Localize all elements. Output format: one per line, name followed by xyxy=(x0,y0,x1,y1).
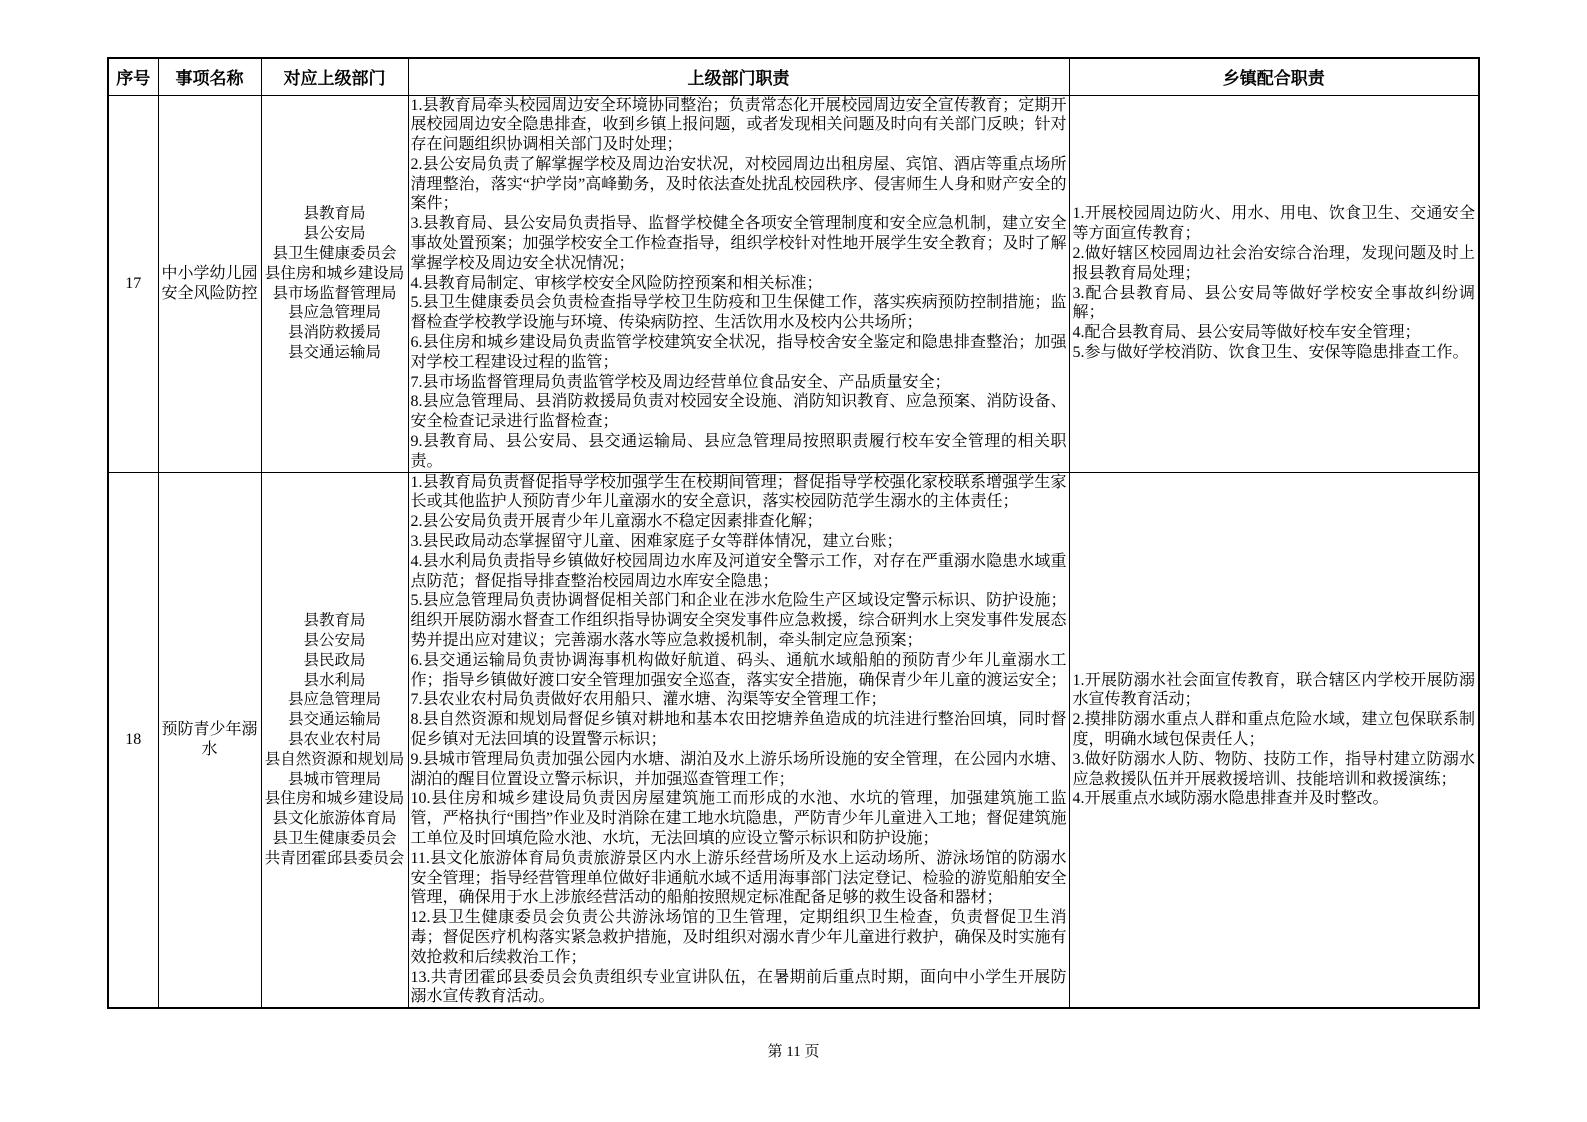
table-row xyxy=(108,472,1479,1008)
department-item: 县卫生健康委员会 xyxy=(272,244,397,262)
department-item: 县住房和城乡建设局 xyxy=(264,790,405,808)
superior-duty-item: 9.县城市管理局负责加强公园内水塘、湖泊及水上游乐场所设施的安全管理，在公园内水塘、湖泊的醒目位置设立警示标识，并加强巡查管理工作； xyxy=(410,750,1067,788)
department-item: 县应急管理局 xyxy=(287,304,381,322)
township-duty-item: 2.摸排防溺水重点人群和重点危险水域，建立包保联系制度，明确水域包保责任人； xyxy=(1072,711,1475,748)
column-header-township-duties: 乡镇配合职责 xyxy=(1069,58,1479,95)
superior-duty-item: 10.县住房和城乡建设局负责因房屋建筑施工而形成的水池、水坑的管理，加强建筑施工监管，严格执行“围挡”作业及时消除在建工地水坑隐患，严防青少年儿童进入工地；督促建筑施工单位及时回填危险水池、水坑，无法回填的应设立警示标识和防护设施； xyxy=(410,790,1067,847)
superior-duty-item: 1.县教育局负责督促指导学校加强学生在校期间管理；督促指导学校强化家校联系增强学生家长或其他监护人预防青少年儿童溺水的安全意识，落实校园防范学生溺水的主体责任； xyxy=(410,473,1067,511)
township-duty-item: 5.参与做好学校消防、饮食卫生、安保等隐患排查工作。 xyxy=(1072,343,1469,361)
township-duty-item: 4.配合县教育局、县公安局等做好校车安全管理； xyxy=(1072,324,1421,342)
township-duty-item: 3.做好防溺水人防、物防、技防工作，指导村建立防溺水应急救援队伍并开展救援培训、技能培训和救援演练； xyxy=(1072,750,1475,788)
department-item: 县文化旅游体育局 xyxy=(272,810,397,828)
item-name: 中小学幼儿园安全风险防控 xyxy=(158,95,261,472)
township-duty-item: 1.开展防溺水社会面宣传教育，联合辖区内学校开展防溺水宣传教育活动； xyxy=(1072,671,1475,709)
department-item: 县农业农村局 xyxy=(287,731,381,748)
department-item: 县教育局 xyxy=(303,205,366,223)
superior-duty-item: 3.县民政局动态掌握留守儿童、困难家庭子女等群体情况，建立台账； xyxy=(410,533,903,551)
department-item: 县住房和城乡建设局 xyxy=(264,264,405,282)
row-index: 18 xyxy=(108,472,158,1008)
department-item: 县公安局 xyxy=(303,225,366,243)
superior-duty-item: 3.县教育局、县公安局负责指导、监督学校健全各项安全管理制度和安全应急机制，建立安全事故处置预案；加强学校安全工作检查指导，组织学校针对性地开展学生安全教育；及时了解掌握学校及周边安全状况情况； xyxy=(410,215,1067,272)
superior-duty-item: 6.县交通运输局负责协调海事机构做好航道、码头、通航水域船舶的预防青少年儿童溺水工作；指导乡镇做好渡口安全管理加强安全巡查，落实安全措施，确保青少年儿童的渡运安全； xyxy=(410,651,1067,689)
superior-duty-item: 6.县住房和城乡建设局负责监管学校建筑安全状况，指导校舍安全鉴定和隐患排查整治；加强对学校工程建设过程的监管； xyxy=(410,334,1067,371)
responsibility-table xyxy=(107,57,1480,1009)
superior-duties-cell xyxy=(408,472,1069,1008)
superior-duty-item: 12.县卫生健康委员会负责公共游泳场馆的卫生管理，定期组织卫生检查，负责督促卫生消毒；督促医疗机构落实紧急救护措施，及时组织对溺水青少年儿童进行救护，确保及时实施有效抢救和后续救治工作； xyxy=(410,909,1067,966)
superior-duty-item: 4.县教育局制定、审核学校安全风险防控预案和相关标准； xyxy=(410,274,823,292)
township-duties-cell xyxy=(1069,95,1479,472)
superior-duty-item: 5.县卫生健康委员会负责检查指导学校卫生防疫和卫生保健工作，落实疾病预防控制措施；监督检查学校教学设施与环境、传染病防控、生活饮用水及校内公共场所； xyxy=(410,294,1067,332)
township-duty-item: 4.开展重点水域防溺水隐患排查并及时整改。 xyxy=(1072,790,1389,808)
superior-duty-item: 8.县自然资源和规划局督促乡镇对耕地和基本农田挖塘养鱼造成的坑洼进行整治回填，同时督促乡镇对无法回填的设置警示标识； xyxy=(410,711,1067,748)
superior-duty-item: 13.共青团霍邱县委员会负责组织专业宣讲队伍，在暑期前后重点时期，面向中小学生开展防溺水宣传教育活动。 xyxy=(410,968,1067,1006)
department-item: 县城市管理局 xyxy=(287,770,381,788)
department-item: 县市场监督管理局 xyxy=(272,284,397,302)
superior-duty-item: 1.县教育局牵头校园周边安全环境协同整治；负责常态化开展校园周边安全宣传教育；定期开展校园周边安全隐患排查，收到乡镇上报问题，或者发现相关问题及时向有关部门反映；针对存在问题组织协调相关部门及时处理； xyxy=(410,96,1067,154)
departments-cell xyxy=(261,472,408,1008)
superior-duty-item: 9.县教育局、县公安局、县交通运输局、县应急管理局按照职责履行校车安全管理的相关职责。 xyxy=(410,433,1067,470)
column-header-index: 序号 xyxy=(108,58,158,95)
column-header-departments: 对应上级部门 xyxy=(261,58,408,95)
superior-duty-item: 4.县水利局负责指导乡镇做好校园周边水库及河道安全警示工作，对存在严重溺水隐患水域重点防范；督促指导排查整治校园周边水库安全隐患； xyxy=(410,552,1067,590)
row-index: 17 xyxy=(108,95,158,472)
departments-cell xyxy=(261,95,408,472)
township-duties-cell xyxy=(1069,472,1479,1008)
table-row xyxy=(108,95,1479,472)
superior-duties-cell xyxy=(408,95,1069,472)
column-header-item-name: 事项名称 xyxy=(158,58,261,95)
department-item: 县应急管理局 xyxy=(287,691,381,709)
department-item: 县教育局 xyxy=(303,612,366,630)
superior-duty-item: 8.县应急管理局、县消防救援局负责对校园安全设施、消防知识教育、应急预案、消防设备、安全检查记录进行监督检查； xyxy=(410,393,1067,431)
township-duty-item: 3.配合县教育局、县公安局等做好学校安全事故纠纷调解； xyxy=(1072,284,1475,322)
superior-duty-item: 11.县文化旅游体育局负责旅游景区内水上游乐经营场所及水上运动场所、游泳场馆的防溺水安全管理；指导经营管理单位做好非通航水域不适用海事部门法定登记、检验的游览船舶安全管理，确保用于水上涉旅经营活动的船舶按照规定标准配备足够的救生设备和器材； xyxy=(410,849,1067,907)
department-item: 县民政局 xyxy=(303,651,366,669)
township-duty-item: 1.开展校园周边防火、用水、用电、饮食卫生、交通安全等方面宣传教育； xyxy=(1072,205,1475,243)
department-item: 县交通运输局 xyxy=(287,711,381,729)
page-number: 第 11 页 xyxy=(767,1044,820,1060)
department-item: 县卫生健康委员会 xyxy=(272,829,397,847)
department-item: 县交通运输局 xyxy=(287,343,381,361)
department-item: 县自然资源和规划局 xyxy=(264,750,405,768)
header-row xyxy=(108,58,1479,95)
township-duty-item: 2.做好辖区校园周边社会治安综合治理，发现问题及时上报县教育局处理； xyxy=(1072,244,1475,282)
superior-duty-item: 7.县农业农村局负责做好农用船只、灌水塘、沟渠等安全管理工作； xyxy=(410,691,887,709)
superior-duty-item: 2.县公安局负责了解掌握学校及周边治安状况，对校园周边出租房屋、宾馆、酒店等重点场所清理整治，落实“护学岗”高峰勤务，及时依法查处扰乱校园秩序、侵害师生人身和财产安全的案件； xyxy=(410,155,1067,213)
item-name: 预防青少年溺水 xyxy=(158,472,261,1008)
department-item: 县公安局 xyxy=(303,632,366,650)
superior-duty-item: 5.县应急管理局负责协调督促相关部门和企业在涉水危险生产区域设定警示标识、防护设施；组织开展防溺水督查工作组织指导协调安全突发事件应急救援，综合研判水上突发事件发展态势并提出应对建议；完善溺水落水等应急救援机制，牵头制定应急预案； xyxy=(410,592,1067,650)
superior-duty-item: 7.县市场监督管理局负责监管学校及周边经营单位食品安全、产品质量安全； xyxy=(410,373,951,391)
column-header-superior-duties: 上级部门职责 xyxy=(408,58,1069,95)
superior-duty-item: 2.县公安局负责开展青少年儿童溺水不稳定因素排查化解； xyxy=(410,513,823,531)
department-item: 县水利局 xyxy=(303,671,366,689)
department-item: 县消防救援局 xyxy=(287,324,381,342)
department-item: 共青团霍邱县委员会 xyxy=(264,849,405,867)
